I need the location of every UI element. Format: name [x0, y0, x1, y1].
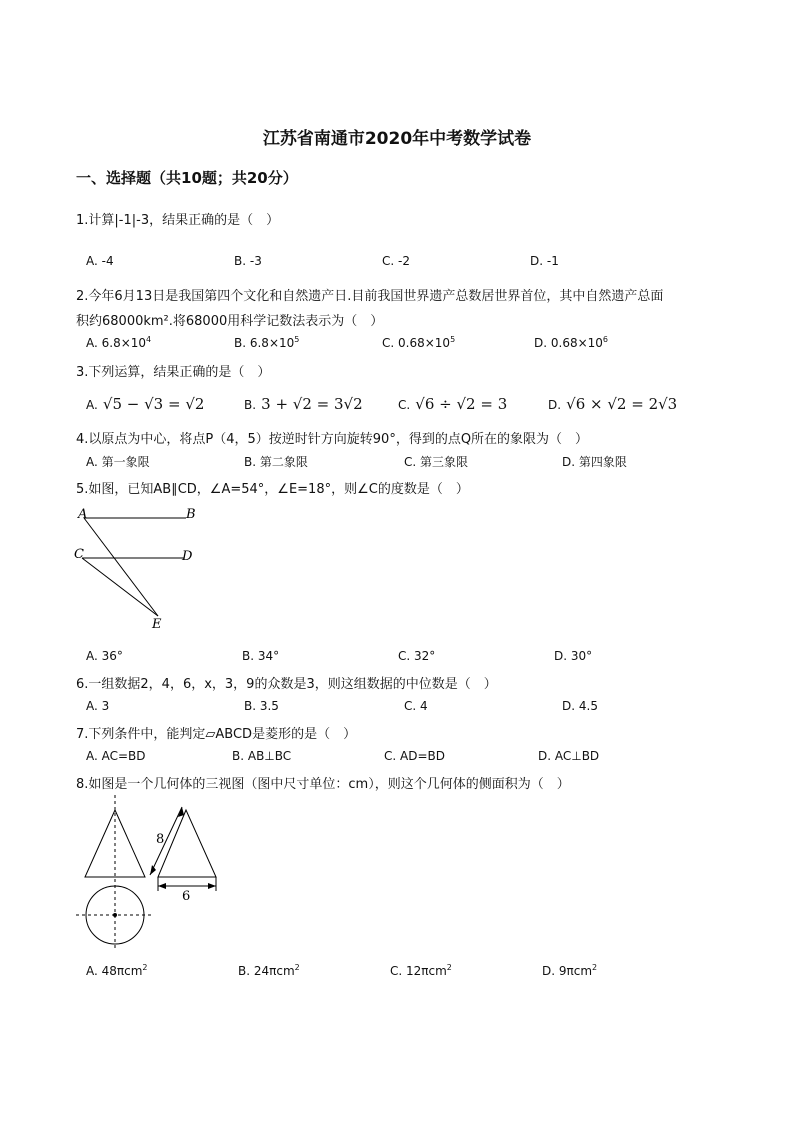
q1-option-c: C. -2	[382, 254, 410, 268]
base-arrow-head-left	[158, 883, 166, 889]
q4-option-a: A. 第一象限	[86, 455, 150, 469]
q3-option-a: A. √5 − √3 = √2	[86, 395, 205, 413]
slant-arrow-head-bottom	[150, 865, 156, 875]
q8-option-b: B. 24πcm$^2$	[238, 963, 300, 978]
parallel-lines-figure	[70, 500, 210, 640]
question-2-line-1: 2.今年6月13日是我国第四个文化和自然遗产日.目前我国世界遗产总数居世界首位，其中自然遗产总面	[76, 289, 664, 304]
q4-option-b: B. 第二象限	[244, 455, 308, 469]
question-8-stem: 8.如图是一个几何体的三视图（图中尺寸单位：cm），则这个几何体的侧面积为（ ）	[76, 777, 570, 792]
q1-option-d: D. -1	[530, 254, 559, 268]
q4-option-d: D. 第四象限	[562, 455, 627, 469]
question-2-line-2: 积约68000km².将68000用科学记数法表示为（ ）	[76, 314, 384, 329]
slant-dimension-line	[150, 807, 182, 875]
q5-option-c: C. 32°	[398, 649, 436, 663]
q3-option-b: B. 3 + √2 = 3√2	[244, 395, 363, 413]
question-7-stem: 7.下列条件中，能判定▱ABCD是菱形的是（ ）	[76, 727, 357, 742]
q1-option-a: A. -4	[86, 254, 114, 268]
q6-option-d: D. 4.5	[562, 699, 598, 713]
slant-length-label: 8	[156, 832, 165, 847]
point-label-b: B	[186, 507, 196, 522]
three-view-figure	[70, 795, 230, 955]
question-5-stem: 5.如图，已知AB∥CD，∠A=54°，∠E=18°，则∠C的度数是（ ）	[76, 482, 469, 497]
q2-option-a: A. $6.8\times 10^4$	[86, 335, 152, 350]
q7-option-c: C. AD=BD	[384, 749, 445, 763]
q5-option-a: A. 36°	[86, 649, 123, 663]
q6-option-b: B. 3.5	[244, 699, 279, 713]
q8-option-d: D. 9πcm$^2$	[542, 963, 598, 978]
q7-option-a: A. AC=BD	[86, 749, 146, 763]
question-3-stem: 3.下列运算，结果正确的是（ ）	[76, 365, 271, 380]
line-ce	[82, 558, 158, 616]
q2-option-d: D. $0.68\times 10^6$	[534, 335, 609, 350]
side-view-triangle	[158, 810, 216, 877]
line-ae	[84, 518, 158, 616]
point-label-c: C	[74, 547, 84, 562]
q8-option-c: C. 12πcm$^2$	[390, 963, 452, 978]
base-arrow-head-right	[208, 883, 216, 889]
base-length-label: 6	[182, 889, 191, 904]
page-title: 江苏省南通市2020年中考数学试卷	[262, 129, 532, 149]
q3-option-d: D. √6 × √2 = 2√3	[548, 395, 678, 413]
q1-option-b: B. -3	[234, 254, 262, 268]
q4-option-c: C. 第三象限	[404, 455, 469, 469]
q2-option-b: B. $6.8\times 10^5$	[234, 335, 300, 350]
point-label-e: E	[152, 617, 162, 632]
q3-option-c: C. √6 ÷ √2 = 3	[398, 395, 508, 413]
question-6-stem: 6.一组数据2，4，6，x，3，9的众数是3，则这组数据的中位数是（ ）	[76, 677, 497, 692]
top-view-center	[113, 913, 117, 917]
point-label-a: A	[78, 507, 88, 522]
question-4-stem: 4.以原点为中心，将点P（4，5）按逆时针方向旋转90°，得到的点Q所在的象限为（ ）	[76, 432, 589, 447]
q6-option-a: A. 3	[86, 699, 110, 713]
q5-option-d: D. 30°	[554, 649, 593, 663]
q7-option-d: D. AC⊥BD	[538, 749, 600, 763]
section-heading: 一、选择题（共10题；共20分）	[76, 169, 298, 187]
point-label-d: D	[182, 549, 193, 564]
q6-option-c: C. 4	[404, 699, 428, 713]
question-1-stem: 1.计算|-1|-3，结果正确的是（ ）	[76, 213, 280, 228]
q2-option-c: C. $0.68\times 10^5$	[382, 335, 456, 350]
q5-option-b: B. 34°	[242, 649, 280, 663]
q8-option-a: A. 48πcm$^2$	[86, 963, 148, 978]
q7-option-b: B. AB⊥BC	[232, 749, 292, 763]
